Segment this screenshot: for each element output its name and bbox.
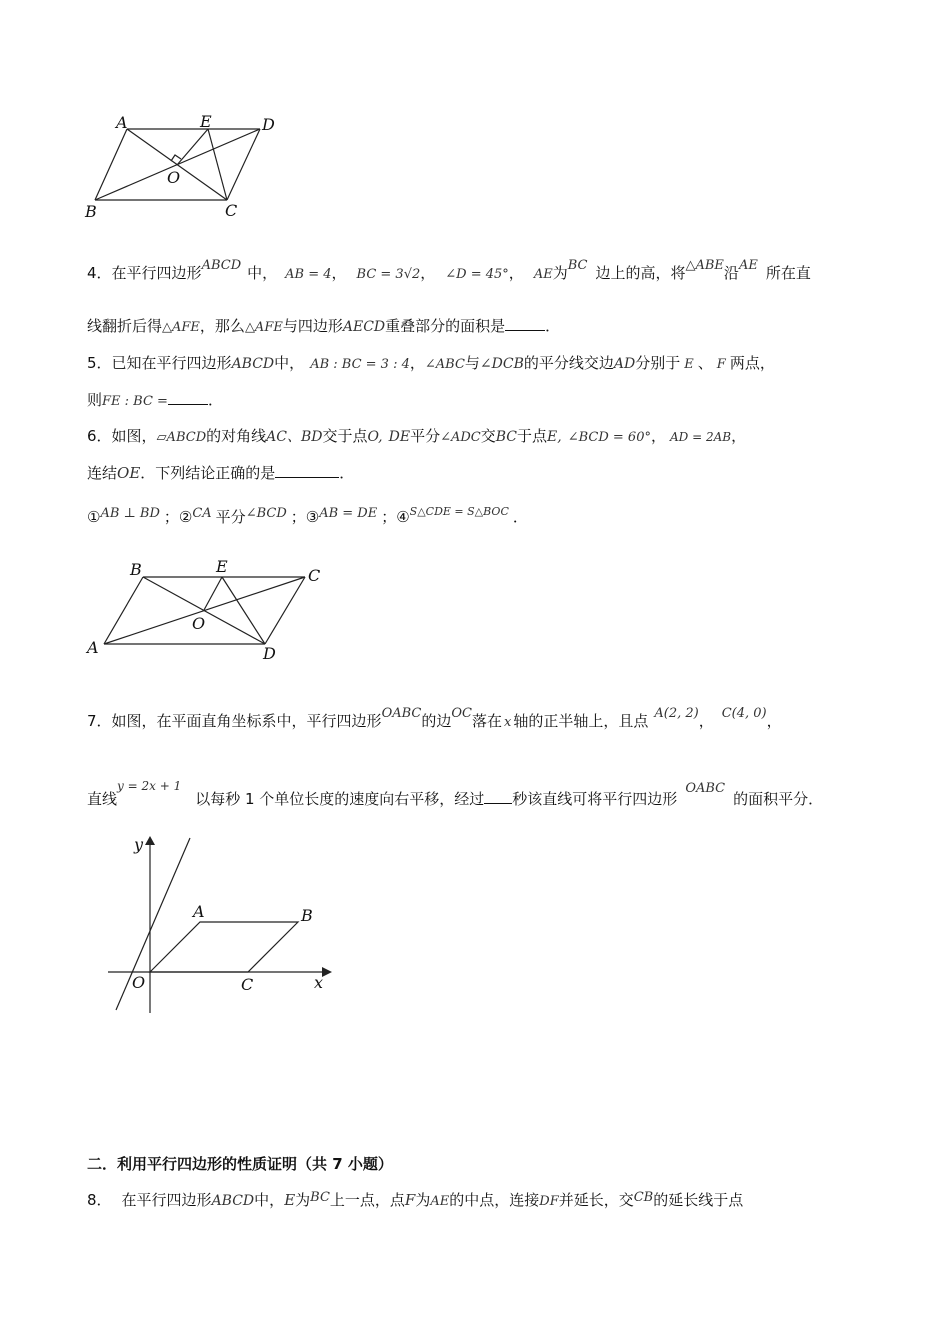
q8-line1: 8． 在平行四边形ABCD中，E为BC上一点，点F为AE的中点，连接DF并延长，交CB的延长线于点 bbox=[87, 1190, 744, 1209]
q8-number: 8． bbox=[87, 1191, 112, 1209]
label-B: B bbox=[85, 202, 97, 221]
y-axis-arrow-icon bbox=[145, 836, 155, 845]
x-axis-arrow-icon bbox=[322, 967, 332, 977]
label-y: y bbox=[134, 835, 144, 854]
q5-number: 5． bbox=[87, 354, 112, 372]
seg-EC bbox=[208, 129, 227, 200]
q6-line1: 6．如图，▱ABCD的对角线AC、BD交于点O, DE平分∠ADC交BC于点E, ∠BCD = 60°， AD = 2AB， bbox=[87, 427, 747, 445]
label-O: O bbox=[167, 168, 181, 187]
line-y-2x-1 bbox=[116, 838, 190, 1010]
label-O: O bbox=[132, 973, 146, 992]
figure-coordinate-q7 bbox=[100, 833, 340, 1018]
figure-parallelogram-q3 bbox=[80, 108, 300, 223]
seg-AB bbox=[95, 129, 127, 200]
label-E: E bbox=[216, 557, 228, 576]
seg-CD bbox=[265, 577, 305, 644]
label-B: B bbox=[130, 560, 142, 579]
seg-DC bbox=[227, 129, 260, 200]
q6-answer-blank bbox=[275, 462, 339, 478]
q5-line2: 则FE : BC = ． bbox=[87, 391, 223, 409]
q6-number: 6． bbox=[87, 427, 112, 445]
label-D: D bbox=[263, 644, 276, 663]
label-E: E bbox=[200, 112, 212, 131]
label-D: D bbox=[262, 115, 275, 134]
q7-number: 7． bbox=[87, 712, 112, 730]
q4-number: 4． bbox=[87, 264, 112, 282]
q6-line2: 连结OE．下列结论正确的是 ． bbox=[87, 464, 355, 482]
seg-AB bbox=[104, 577, 143, 644]
seg-EO bbox=[177, 129, 208, 165]
label-A: A bbox=[193, 902, 205, 921]
label-C: C bbox=[241, 975, 254, 994]
parallelogram-OABC bbox=[150, 922, 298, 972]
q5-answer-blank bbox=[168, 389, 208, 405]
label-A: A bbox=[87, 638, 99, 657]
q4-line1: 4．在平行四边形ABCD 中， AB = 4， BC = 3√2， ∠D = 45°， AE为BC 边上的高，将△ABE沿AE 所在直 bbox=[87, 258, 811, 282]
q6-options: ①AB ⊥ BD ；②CA 平分∠BCD ；③AB = DE ；④$^{S\triangle CDE = S\triangle BOC}$ ． bbox=[87, 505, 528, 526]
label-B: B bbox=[301, 906, 313, 925]
label-C: C bbox=[225, 201, 238, 220]
label-A: A bbox=[116, 113, 128, 132]
q4-line2: 线翻折后得△AFE，那么△AFE与四边形AECD重叠部分的面积是 ． bbox=[87, 317, 561, 335]
seg-ED bbox=[222, 577, 265, 644]
label-x: x bbox=[314, 973, 324, 992]
q7-line1: 7．如图，在平面直角坐标系中，平行四边形OABC的边OC落在 x 轴的正半轴上，且点 A(2, 2)， C(4, 0)， bbox=[87, 706, 782, 730]
label-C: C bbox=[308, 566, 321, 585]
figure-parallelogram-q6 bbox=[80, 556, 340, 666]
section-heading: 二．利用平行四边形的性质证明（共 7 小题） bbox=[87, 1155, 393, 1173]
seg-BD bbox=[143, 577, 265, 644]
label-O: O bbox=[192, 614, 206, 633]
q7-answer-blank bbox=[484, 788, 512, 804]
q4-answer-blank bbox=[505, 315, 545, 331]
q5-line1: 5．已知在平行四边形ABCD中， AB : BC = 3 : 4，∠ABC与∠DCB的平分线交边AD分别于 E 、 F 两点， bbox=[87, 354, 775, 372]
q7-line2: 直线$^{y = 2x + 1}$以每秒 1 个单位长度的速度向右平移，经过 秒该直线可将平行四边形OABC的面积平分． bbox=[87, 779, 824, 808]
right-angle-mark bbox=[171, 155, 181, 161]
